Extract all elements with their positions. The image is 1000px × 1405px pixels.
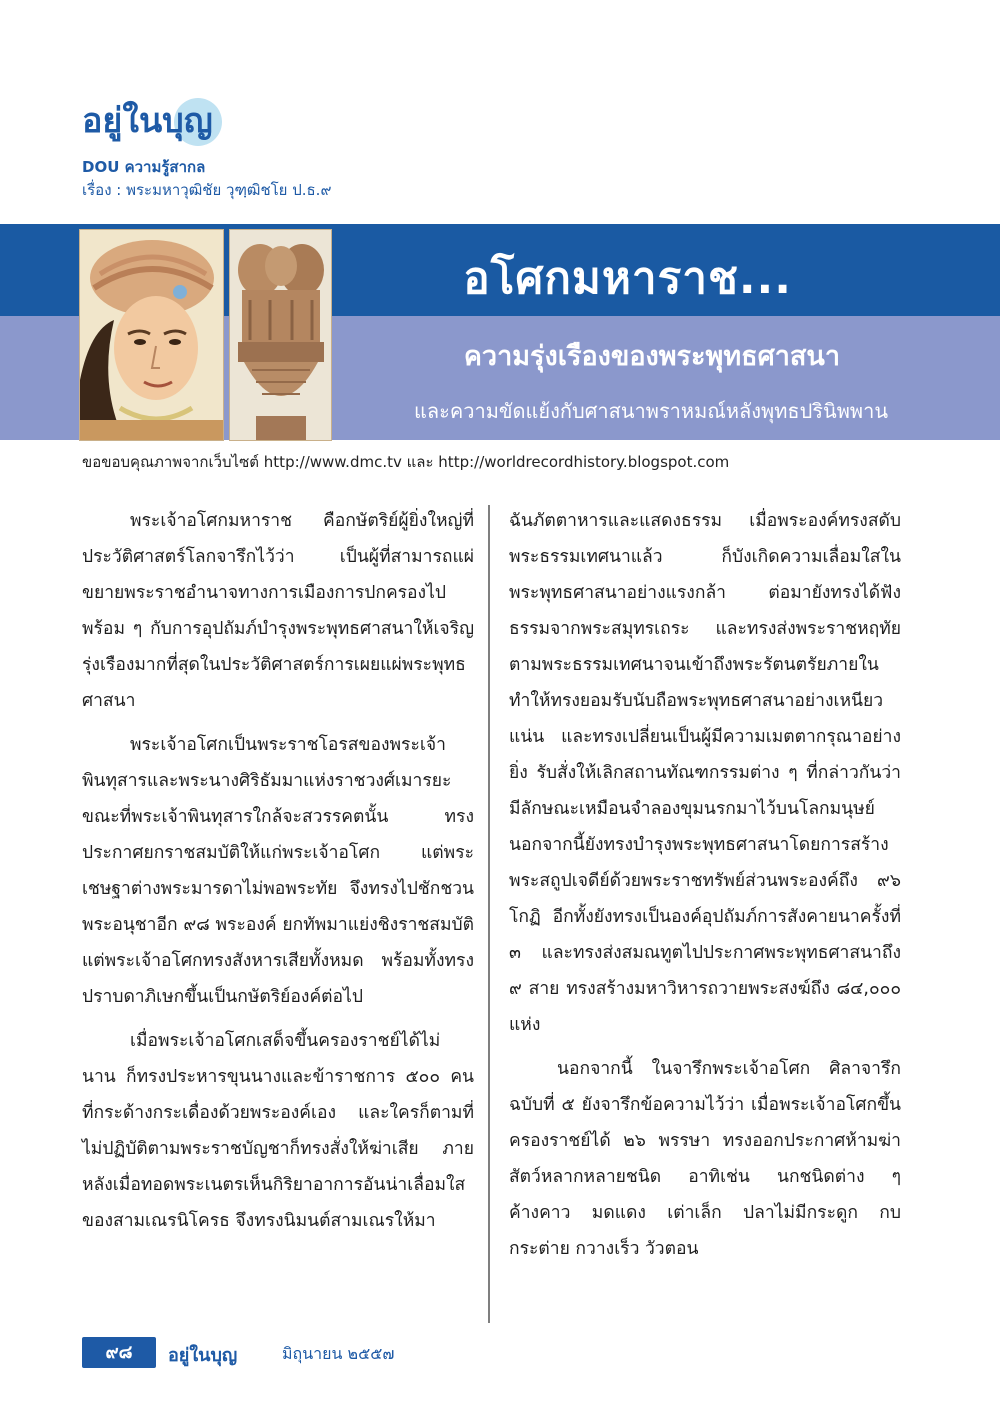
paragraph [82,1023,474,1239]
author-line: เรื่อง : พระมหาวุฒิชัย วุฑฺฒิชโย ป.ธ.๙ [82,181,332,199]
paragraph [82,503,474,719]
logo-text: อยู่ในบุญ [82,101,213,141]
column-divider [488,505,490,1323]
section-label: DOU ความรู้สากล [82,158,206,176]
paragraph-text: เมื่อพระเจ้าอโศกเสด็จขึ้นครองราชย์ได้ไม่นาน ก็ทรงประหารขุนนางและข้าราชการ ๕๐๐ คน ที่กระด้างกระเดื่องด้วยพระองค์เอง และใครก็ตามที่ไม่ปฏิบัติตามพระราชบัญชาก็ทรงสั่งให้ฆ่าเสีย ภายหลังเมื่อทอดพระเนตรเห็นกิริยาอาการอันน่าเลื่อมใสของสามเณรนิโครธ จึงทรงนิมนต์สามเณรให้มา [82,1031,474,1231]
article-subtitle-main: ความรุ่งเรืองของพระพุทธศาสนา [463,341,840,372]
right-column [509,503,901,1275]
page-number-badge: ๙๘ [82,1337,156,1368]
paragraph [82,727,474,1015]
magazine-logo [80,92,240,150]
image-credit: ขอขอบคุณภาพจากเว็บไซต์ http://www.dmc.tv และ http://worldrecordhistory.blogspot.com [82,453,730,471]
paragraph-text: ฉันภัตตาหารและแสดงธรรม เมื่อพระองค์ทรงสดับพระธรรมเทศนาแล้ว ก็บังเกิดความเลื่อมใสในพระพุทธศาสนาอย่างแรงกล้า ต่อมายังทรงได้ฟังธรรมจากพระสมุทรเถระ และทรงส่งพระราชหฤทัยตามพระธรรมเทศนาจนเข้าถึงพระรัตนตรัยภายใน ทำให้ทรงยอมรับนับถือพระพุทธศาสนาอย่างเหนียวแน่น และทรงเปลี่ยนเป็นผู้มีความเมตตากรุณาอย่างยิ่ง รับสั่งให้เลิกสถานทัณฑกรรมต่าง ๆ ที่กล่าวกันว่ามีลักษณะเหมือนจำลองขุมนรกมาไว้บนโลกมนุษย์ นอกจากนี้ยังทรงบำรุงพระพุทธศาสนาโดยการสร้างพระสถูปเจดีย์ด้วยพระราชทรัพย์ส่วนพระองค์ถึง ๙๖ โกฏิ อีกทั้งยังทรงเป็นองค์อุปถัมภ์การสังคายนาครั้งที่ ๓ และทรงส่งสมณทูตไปประกาศพระพุทธศาสนาถึง ๙ สาย ทรงสร้างมหาวิหารถวายพระสงฆ์ถึง ๘๔,๐๐๐ แห่ง [509,511,901,1035]
footer-magazine-name: อยู่ในบุญ [168,1345,238,1366]
article-title: อโศกมหาราช... [463,253,792,304]
paragraph-text: นอกจากนี้ ในจารึกพระเจ้าอโศก ศิลาจารึกฉบับที่ ๕ ยังจารึกข้อความไว้ว่า เมื่อพระเจ้าอโศกขึ้นครองราชย์ได้ ๒๖ พรรษา ทรงออกประกาศห้ามฆ่าสัตว์หลากหลายชนิด อาทิเช่น นกชนิดต่าง ๆ ค้างคาว มดแดง เต่าเล็ก ปลาไม่มีกระดูก กบ กระต่าย กวางเร็ว วัวตอน [509,1059,901,1259]
paragraph [509,1051,901,1267]
king-ashoka-portrait [79,229,224,441]
article-subtitle-secondary: และความขัดแย้งกับศาสนาพราหมณ์หลังพุทธปรินิพพาน [413,399,888,423]
paragraph-text: พระเจ้าอโศกเป็นพระราชโอรสของพระเจ้าพินทุสารและพระนางศิริธัมมาแห่งราชวงศ์เมารยะ ขณะที่พระเจ้าพินทุสารใกล้จะสวรรคตนั้น ทรงประกาศยกราชสมบัติให้แก่พระเจ้าอโศก แต่พระเชษฐาต่างพระมารดาไม่พอพระทัย จึงทรงไปชักชวนพระอนุชาอีก ๙๘ พระองค์ ยกทัพมาแย่งชิงราชสมบัติ แต่พระเจ้าอโศกทรงสังหารเสียทั้งหมด พร้อมทั้งทรงปราบดาภิเษกขึ้นเป็นกษัตริย์องค์ต่อไป [82,735,474,1007]
paragraph [509,503,901,1043]
paragraph-text: พระเจ้าอโศกมหาราช คือกษัตริย์ผู้ยิ่งใหญ่ที่ประวัติศาสตร์โลกจารึกไว้ว่า เป็นผู้ที่สามารถแผ่ขยายพระราชอำนาจทางการเมืองการปกครองไปพร้อม ๆ กับการอุปถัมภ์บำรุงพระพุทธศาสนาให้เจริญรุ่งเรืองมากที่สุดในประวัติศาสตร์การเผยแผ่พระพุทธศาสนา [82,511,474,711]
lion-capital-photo [229,229,332,441]
left-column [82,503,474,1247]
footer-issue-date: มิถุนายน ๒๕๕๗ [282,1344,395,1363]
